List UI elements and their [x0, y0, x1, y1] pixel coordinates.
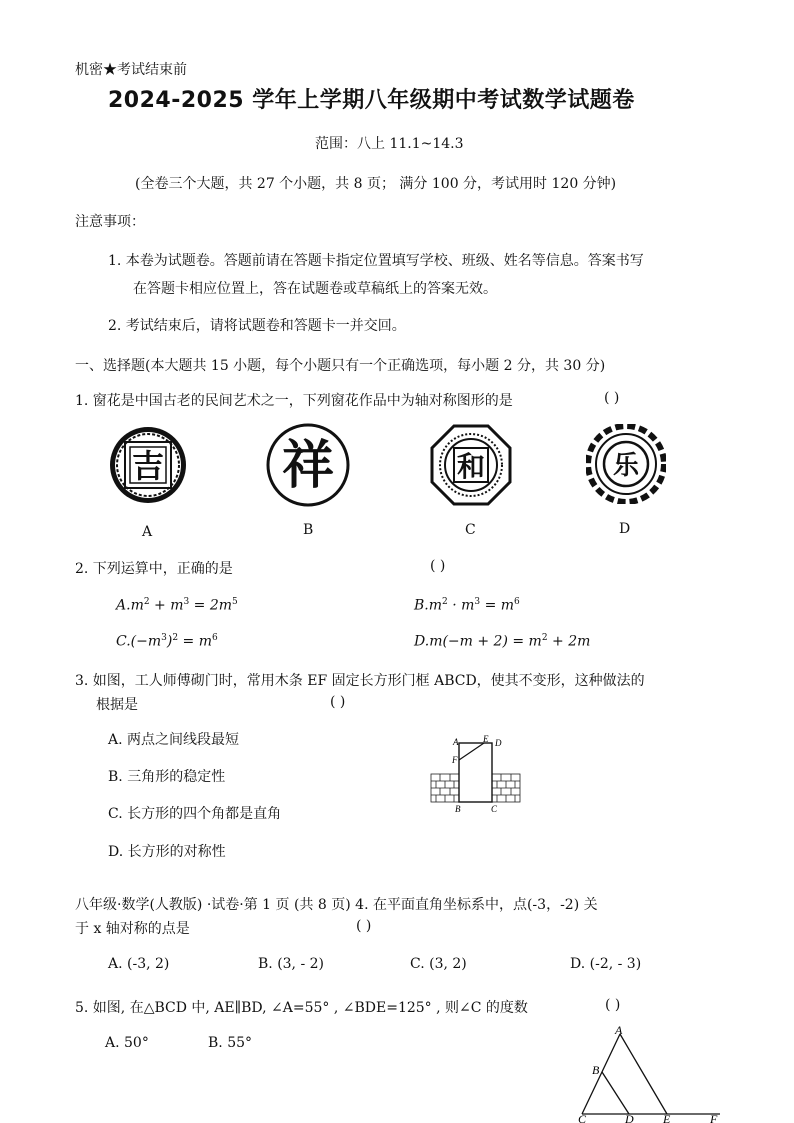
q3-option-a: A. 两点之间线段最短 [108, 732, 240, 748]
note-2: 2. 考试结束后，请将试题卷和答题卡一并交回。 [108, 318, 406, 334]
q3-stem-line-1: 3. 如图，工人师傅砌门时，常用木条 EF 固定长方形门框 ABCD，使其不变形，这种做法的 [75, 673, 645, 689]
figure-c-char: 和 [456, 450, 486, 483]
q1-stem: 1. 窗花是中国古老的民间艺术之一，下列窗花作品中为轴对称图形的是 [75, 393, 513, 409]
point-b-label: B [455, 804, 461, 814]
q1-bracket: ( ) [604, 390, 620, 406]
figure-d-label: D [619, 521, 631, 537]
point-f-label: F [452, 755, 458, 765]
q5-point-e-label: E [663, 1112, 671, 1123]
q4-option-d: D. (-2, - 3) [570, 956, 642, 972]
figure-b-char: 祥 [281, 436, 335, 496]
q2-option-c: $C.(-m^3)^2 = m^6$ [116, 633, 218, 650]
q5-stem: 5. 如图, 在△BCD 中, AE∥BD, ∠A=55° , ∠BDE=125° , 则∠C 的度数 [75, 1000, 528, 1016]
exam-info: (全卷三个大题，共 27 个小题，共 8 页； 满分 100 分，考试用时 120 分钟) [135, 176, 617, 192]
q3-option-b: B. 三角形的稳定性 [108, 769, 226, 785]
point-c-label: C [491, 804, 498, 814]
q4-option-a: A. (-3, 2) [108, 956, 170, 972]
q5-point-f-label: F [710, 1112, 718, 1123]
door-frame-figure [428, 734, 524, 814]
section-heading: 一、选择题(本大题共 15 小题，每个小题只有一个正确选项，每小题 2 分，共 30 分) [75, 358, 606, 374]
point-a-label: A [453, 737, 459, 747]
figure-a-char: 吉 [131, 447, 165, 485]
q4-stem-line-2: 于 x 轴对称的点是 [75, 921, 190, 937]
q3-option-d: D. 长方形的对称性 [108, 844, 226, 860]
q2-stem: 2. 下列运算中，正确的是 [75, 561, 233, 577]
notes-heading: 注意事项： [75, 214, 145, 230]
paper-cut-figure-d [586, 424, 666, 504]
q5-bracket: ( ) [605, 997, 621, 1013]
page-title: 2024-2025 学年上学期八年级期中考试数学试题卷 [108, 88, 635, 113]
q3-option-c: C. 长方形的四个角都是直角 [108, 806, 282, 822]
q5-option-a: A. 50° [105, 1035, 149, 1051]
figure-a-label: A [142, 524, 153, 540]
figure-d-char: 乐 [612, 451, 640, 481]
triangle-figure [574, 1022, 724, 1123]
q5-point-b-label: B [592, 1063, 600, 1077]
q3-bracket: ( ) [330, 694, 346, 710]
q2-bracket: ( ) [430, 558, 446, 574]
q5-option-b: B. 55° [208, 1035, 253, 1051]
paper-cut-figure-b [266, 423, 350, 507]
q4-option-c: C. (3, 2) [410, 956, 467, 972]
note-1-line-1: 1. 本卷为试题卷。答题前请在答题卡指定位置填写学校、班级、姓名等信息。答案书写 [108, 253, 644, 269]
q2-option-d: $D.m(-m + 2) = m^2 + 2m$ [414, 633, 591, 650]
figure-c-label: C [465, 522, 476, 538]
q4-bracket: ( ) [356, 918, 372, 934]
page-footer-line-1: 八年级·数学(人教版) ·试卷·第 1 页 (共 8 页) 4. 在平面直角坐标系中，点(-3，-2) 关 [75, 897, 598, 913]
q2-option-b: $B.m^2 \cdot m^3 = m^6$ [414, 597, 520, 614]
q5-point-a-label: A [615, 1023, 623, 1037]
q5-point-d-label: D [625, 1112, 634, 1123]
confidential-mark: 机密★考试结束前 [75, 62, 187, 78]
note-1-line-2: 在答题卡相应位置上，答在试题卷或草稿纸上的答案无效。 [133, 281, 497, 297]
point-e-label: E [483, 734, 489, 744]
q3-stem-line-2: 根据是 [96, 697, 138, 713]
q4-option-b: B. (3, - 2) [258, 956, 325, 972]
paper-cut-figure-c [430, 424, 512, 506]
q2-option-a: $A.m^2 + m^3 = 2m^5$ [116, 597, 238, 614]
paper-cut-figure-a [108, 425, 188, 505]
q5-point-c-label: C [578, 1112, 587, 1123]
figure-b-label: B [303, 522, 314, 538]
exam-range: 范围：八上 11.1~14.3 [315, 136, 464, 152]
point-d-label: D [495, 738, 502, 748]
